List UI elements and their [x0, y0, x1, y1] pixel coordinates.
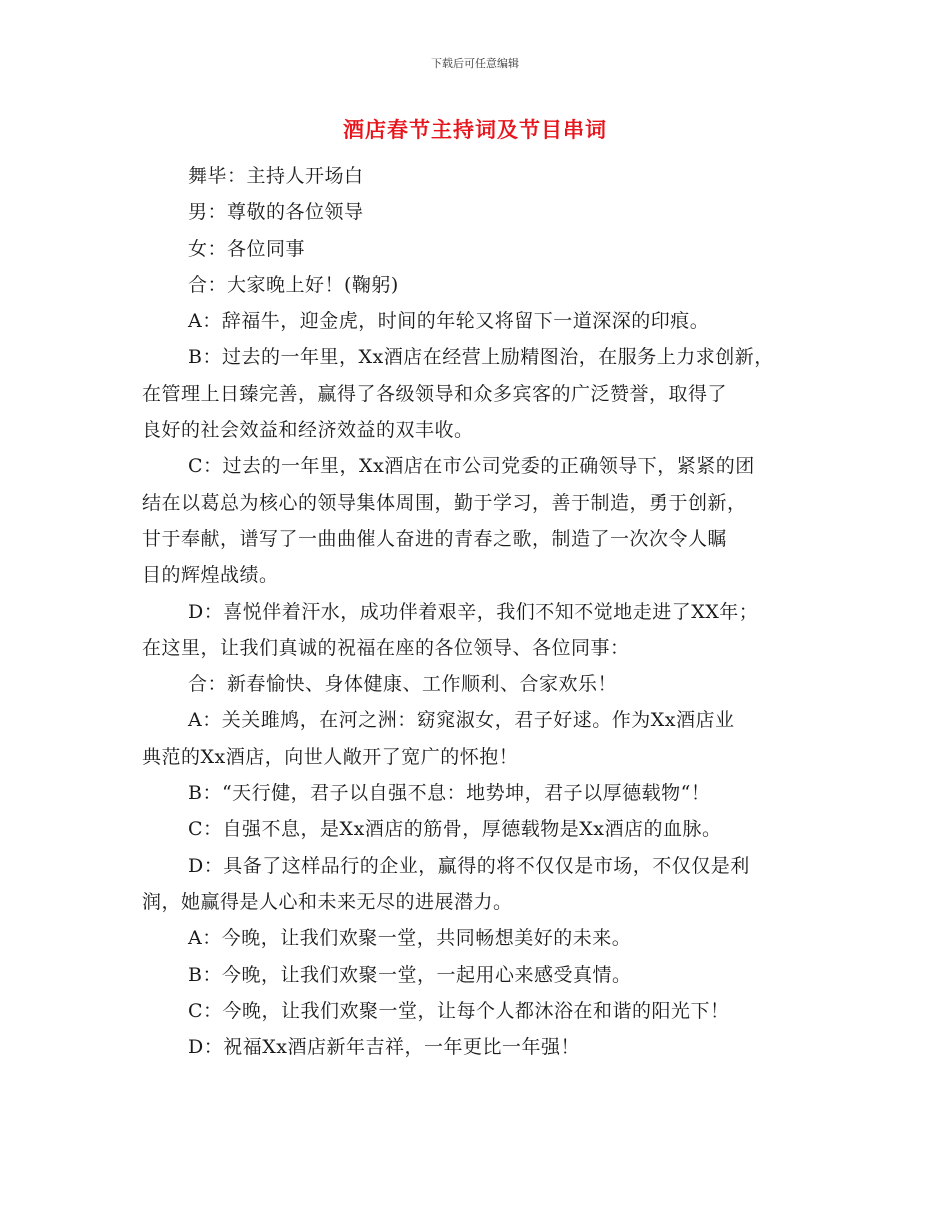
paragraph-line: C：今晚，让我们欢聚一堂，让每个人都沐浴在和谐的阳光下！ — [188, 999, 730, 1022]
paragraph-line: D：具备了这样品行的企业，赢得的将不仅仅是市场，不仅仅是利 — [188, 854, 750, 877]
paragraph-line: 在这里，让我们真诚的祝福在座的各位领导、各位同事： — [142, 636, 630, 659]
paragraph-line: A：今晚，让我们欢聚一堂，共同畅想美好的未来。 — [188, 927, 632, 950]
paragraph-line: D：喜悦伴着汗水，成功伴着艰辛，我们不知不觉地走进了XX年； — [188, 600, 759, 623]
paragraph-line: 甘于奉献，谱写了一曲曲催人奋进的青春之歌，制造了一次次令人瞩 — [142, 527, 728, 550]
paragraph-line: D：祝福Xx酒店新年吉祥，一年更比一年强！ — [188, 1036, 580, 1059]
paragraph-line: A：关关雎鸠，在河之洲：窈窕淑女，君子好逑。作为Xx酒店业 — [188, 709, 735, 732]
paragraph-line: A：辞福牛，迎金虎，时间的年轮又将留下一道深深的印痕。 — [188, 310, 710, 333]
paragraph-line: B：过去的一年里，Xx酒店在经营上励精图治，在服务上力求创新， — [188, 346, 774, 369]
document-title: 酒店春节主持词及节目串词 — [343, 118, 607, 142]
paragraph-line: 合：大家晚上好！(鞠躬) — [188, 273, 399, 296]
paragraph-line: 润，她赢得是人心和未来无尽的进展潜力。 — [142, 890, 513, 913]
paragraph-line: 舞毕：主持人开场白 — [188, 165, 364, 187]
paragraph-line: 目的辉煌战绩。 — [142, 564, 279, 587]
paragraph-line: C：自强不息，是Xx酒店的筋骨，厚德载物是Xx酒店的血脉。 — [188, 818, 722, 841]
paragraph-line: B：今晚，让我们欢聚一堂，一起用心来感受真情。 — [188, 963, 632, 986]
paragraph-line: 在管理上日臻完善，赢得了各级领导和众多宾客的广泛赞誉，取得了 — [142, 382, 728, 405]
header-note: 下载后可任意编辑 — [431, 57, 519, 70]
paragraph-line: 合：新春愉快、身体健康、工作顺利、合家欢乐！ — [188, 673, 618, 696]
document-body — [142, 158, 822, 1065]
paragraph-line: 结在以葛总为核心的领导集体周围，勤于学习，善于制造，勇于创新， — [142, 491, 747, 514]
paragraph-line: B：“天行健，君子以自强不息：地势坤，君子以厚德载物“！ — [188, 782, 711, 805]
paragraph-line: C：过去的一年里，Xx酒店在市公司党委的正确领导下，紧紧的团 — [188, 455, 755, 478]
paragraph-line: 典范的Xx酒店，向世人敞开了宽广的怀抱！ — [142, 745, 519, 768]
paragraph-line: 女：各位同事 — [188, 237, 306, 260]
paragraph-line: 良好的社会效益和经济效益的双丰收。 — [142, 419, 474, 442]
paragraph-line: 男：尊敬的各位领导 — [188, 201, 364, 224]
